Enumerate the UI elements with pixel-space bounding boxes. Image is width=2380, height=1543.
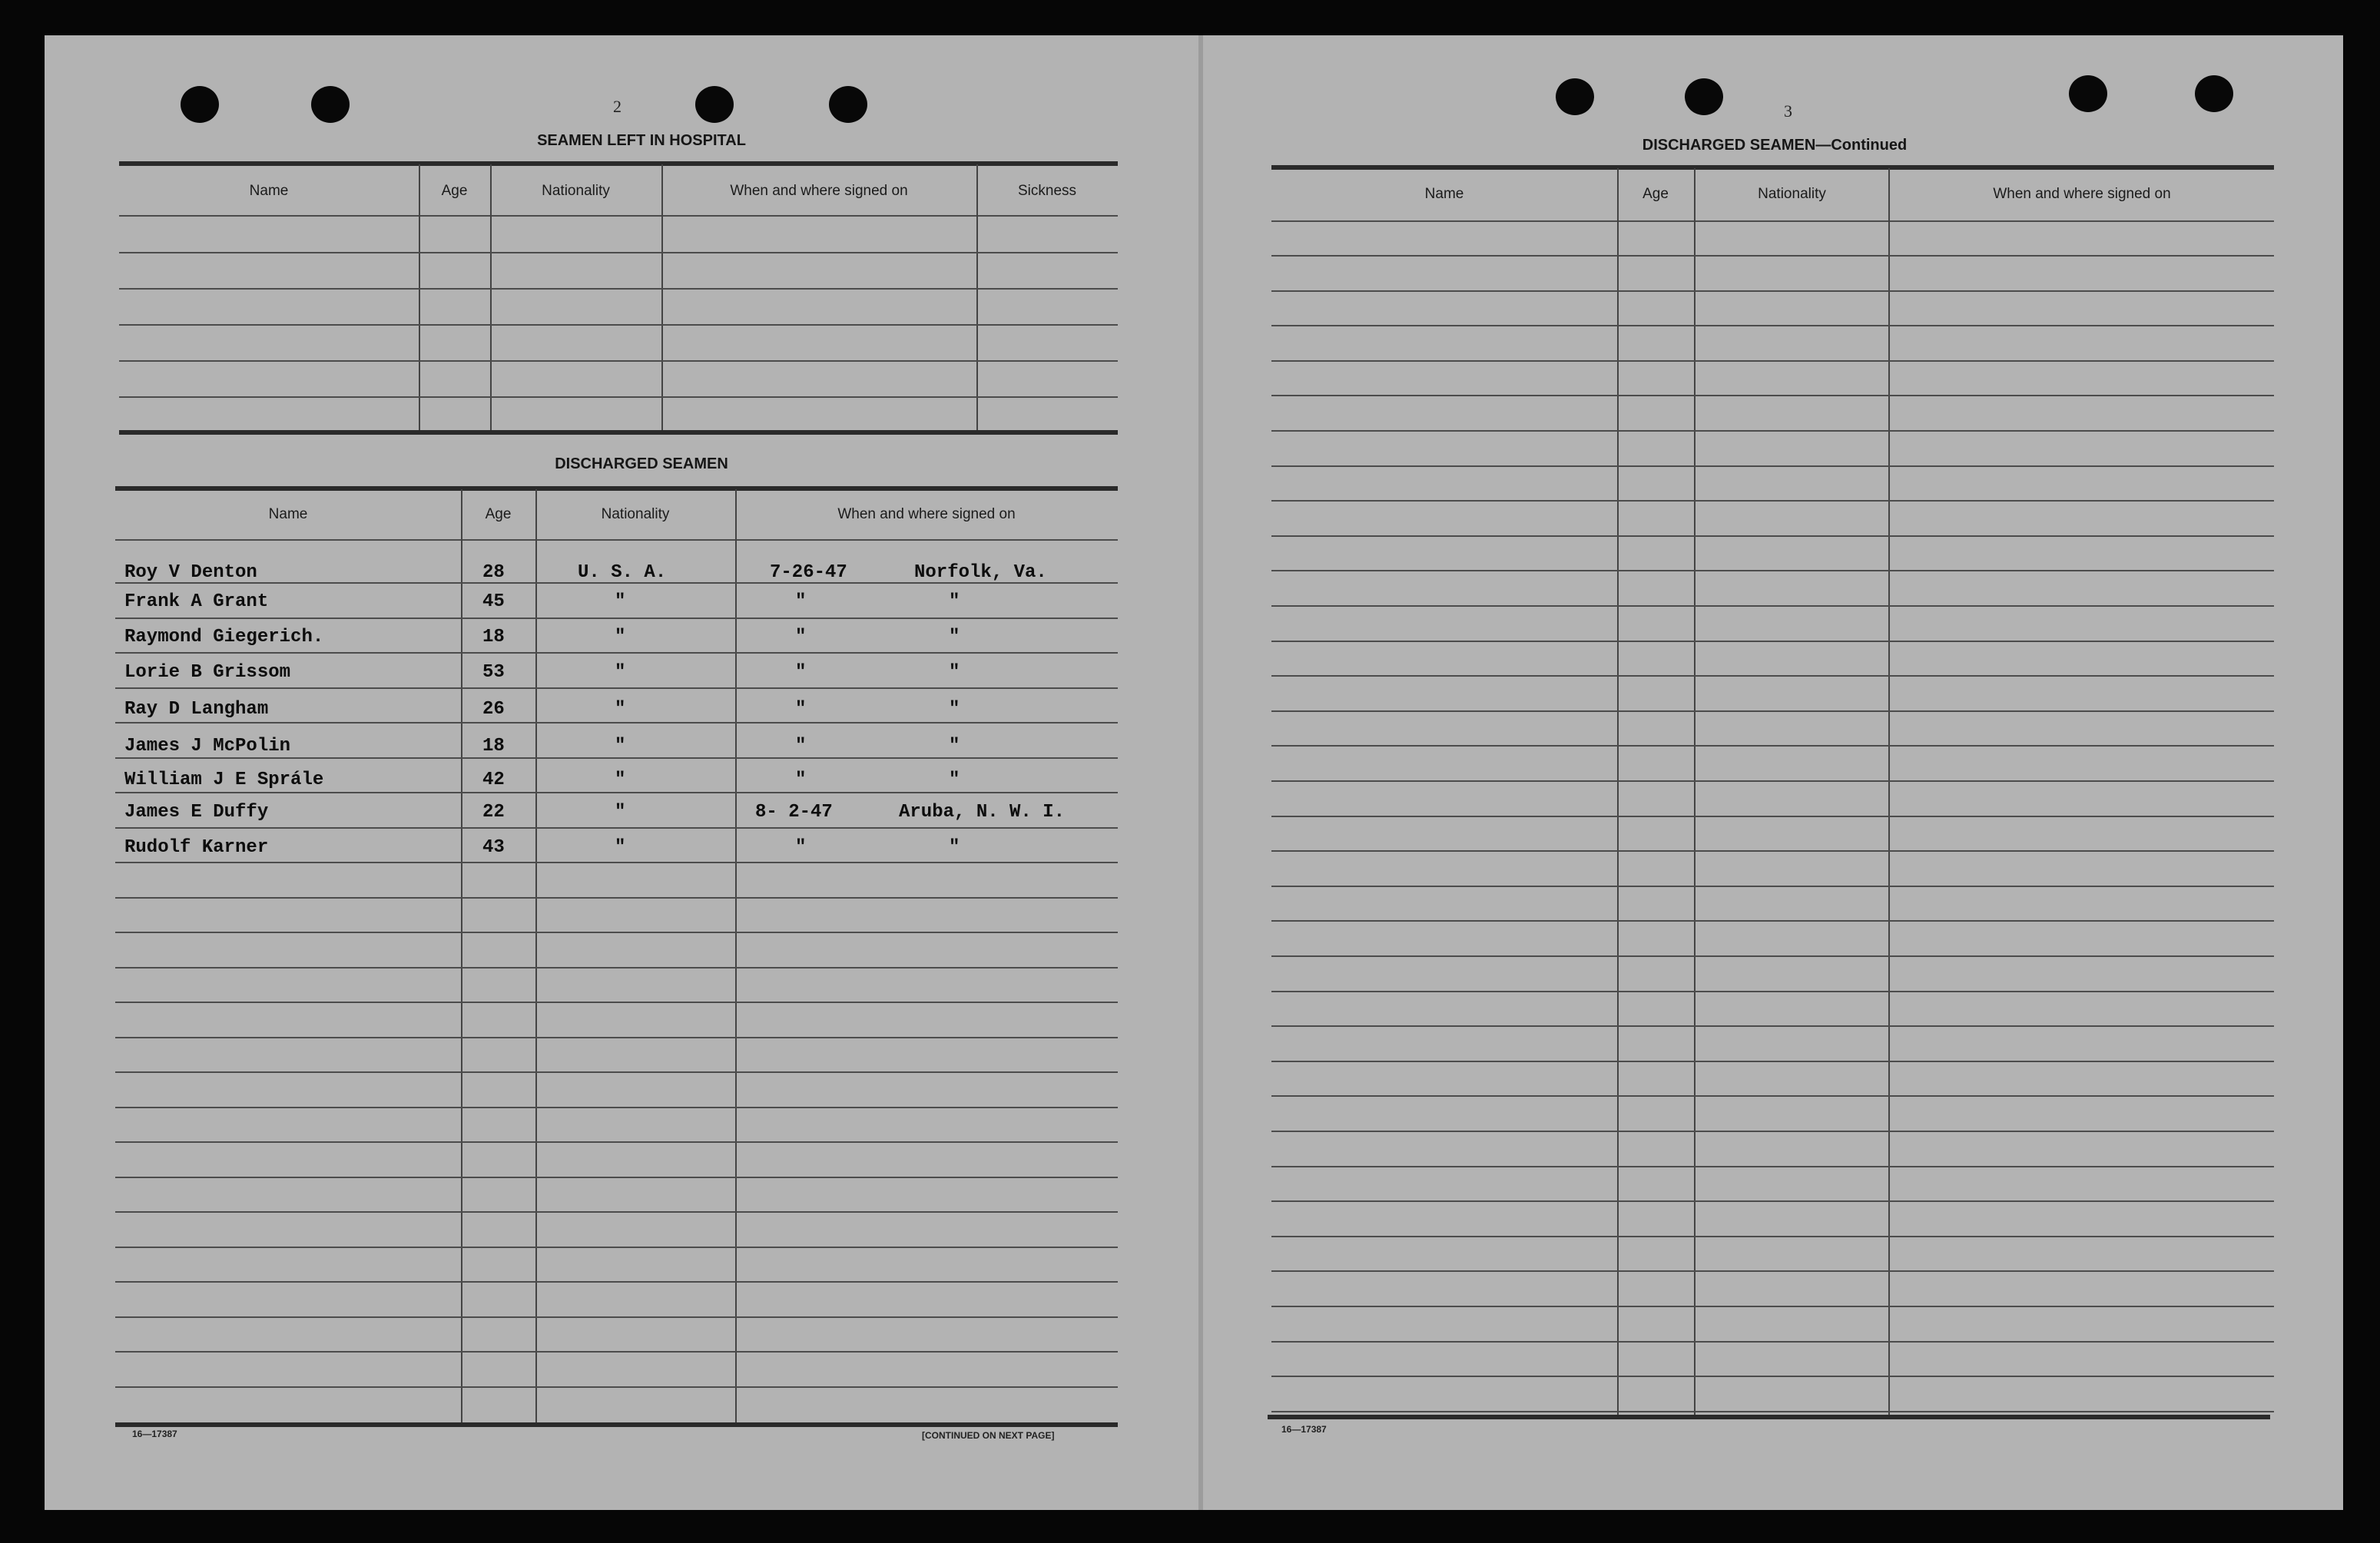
discharged-col-name: Name — [268, 506, 308, 522]
punch-hole — [2069, 75, 2107, 112]
signed-on-place: " — [949, 662, 960, 683]
signed-on-date: 7-26-47 — [770, 562, 847, 583]
row-rule — [1271, 395, 2274, 396]
signed-on-date: 8- 2-47 — [755, 802, 833, 823]
row-rule — [115, 722, 1118, 723]
continued-note: [CONTINUED ON NEXT PAGE] — [922, 1430, 1055, 1441]
row-rule — [115, 967, 1118, 969]
row-rule — [1271, 1411, 2274, 1412]
row-rule — [1271, 886, 2274, 887]
row-rule — [1271, 641, 2274, 642]
row-rule — [1271, 535, 2274, 537]
row-rule — [115, 827, 1118, 829]
right-section-title: DISCHARGED SEAMEN—Continued — [1642, 137, 1908, 154]
signed-on-date: " — [795, 770, 807, 790]
row-rule — [1271, 500, 2274, 502]
row-rule — [115, 932, 1118, 933]
row-rule — [1271, 1025, 2274, 1027]
row-rule — [115, 862, 1118, 863]
seaman-age: 22 — [482, 802, 505, 823]
row-rule — [1271, 1095, 2274, 1097]
seaman-name: Raymond Giegerich. — [124, 627, 324, 647]
discharged-section-title: DISCHARGED SEAMEN — [555, 455, 728, 472]
signed-on-place: " — [949, 699, 960, 720]
punch-hole — [181, 86, 219, 123]
seaman-nationality: " — [615, 699, 626, 720]
row-rule — [115, 1281, 1118, 1283]
signed-on-date: " — [795, 662, 807, 683]
punch-hole — [695, 86, 734, 123]
hospital-table-top-rule — [119, 161, 1118, 166]
document-paper — [45, 35, 2343, 1510]
left-page-number: 2 — [613, 97, 622, 116]
right-col-divider — [1694, 168, 1696, 1416]
row-rule — [1271, 1200, 2274, 1202]
seaman-nationality: " — [615, 591, 626, 612]
row-rule — [115, 1351, 1118, 1353]
hospital-col-name: Name — [249, 183, 289, 199]
right-col-signed-on: When and where signed on — [1993, 186, 2171, 202]
row-rule — [1271, 710, 2274, 712]
row-rule — [1271, 430, 2274, 432]
row-rule — [1271, 675, 2274, 677]
hospital-section-title: SEAMEN LEFT IN HOSPITAL — [537, 132, 746, 149]
right-col-nationality: Nationality — [1758, 186, 1826, 202]
seaman-nationality: " — [615, 770, 626, 790]
discharged-col-age: Age — [485, 506, 512, 522]
row-rule — [115, 1247, 1118, 1248]
row-rule — [115, 1141, 1118, 1143]
punch-hole — [1685, 78, 1723, 115]
signed-on-date: " — [795, 591, 807, 612]
seaman-age: 53 — [482, 662, 505, 683]
right-table-header-rule — [1271, 220, 2274, 222]
seaman-nationality: " — [615, 736, 626, 757]
row-rule — [115, 687, 1118, 689]
seaman-name: Roy V Denton — [124, 562, 257, 583]
seaman-age: 43 — [482, 837, 505, 858]
row-rule — [1271, 1061, 2274, 1062]
signed-on-date: " — [795, 736, 807, 757]
right-col-age: Age — [1642, 186, 1669, 202]
hospital-col-signed-on: When and where signed on — [730, 183, 908, 199]
row-rule — [1271, 1270, 2274, 1272]
row-rule — [115, 652, 1118, 654]
right-table-top-rule — [1271, 165, 2274, 170]
right-page-number: 3 — [1784, 101, 1792, 121]
seaman-name: Lorie B Grissom — [124, 662, 291, 683]
signed-on-place: " — [949, 837, 960, 858]
hospital-col-divider — [976, 164, 978, 433]
row-rule — [1271, 745, 2274, 747]
signed-on-place: " — [949, 736, 960, 757]
seaman-name: Ray D Langham — [124, 699, 269, 720]
row-rule — [1271, 290, 2274, 292]
right-col-divider — [1617, 168, 1619, 1416]
signed-on-place: " — [949, 591, 960, 612]
row-rule — [115, 792, 1118, 793]
hospital-col-divider — [661, 164, 663, 433]
punch-hole — [311, 86, 350, 123]
discharged-table-header-rule — [115, 539, 1118, 541]
discharged-table-top-rule — [115, 486, 1118, 491]
hospital-row-rule — [119, 396, 1118, 398]
hospital-table-header-rule — [119, 215, 1118, 217]
row-rule — [1271, 465, 2274, 467]
row-rule — [1271, 955, 2274, 957]
seaman-age: 28 — [482, 562, 505, 583]
signed-on-place: Aruba, N. W. I. — [899, 802, 1066, 823]
row-rule — [1271, 1236, 2274, 1237]
hospital-col-divider — [419, 164, 420, 433]
row-rule — [1271, 570, 2274, 571]
seaman-name: Rudolf Karner — [124, 837, 269, 858]
seaman-nationality: " — [615, 662, 626, 683]
discharged-table-bottom-rule — [115, 1422, 1118, 1427]
row-rule — [115, 1071, 1118, 1073]
row-rule — [115, 897, 1118, 899]
row-rule — [1271, 1306, 2274, 1307]
signed-on-place: Norfolk, Va. — [914, 562, 1047, 583]
hospital-row-rule — [119, 288, 1118, 290]
signed-on-place: " — [949, 770, 960, 790]
row-rule — [115, 1002, 1118, 1003]
hospital-row-rule — [119, 324, 1118, 326]
seaman-name: William J E Sprále — [124, 770, 324, 790]
page-fold — [1198, 35, 1203, 1510]
row-rule — [1271, 920, 2274, 922]
punch-hole — [1556, 78, 1594, 115]
seaman-age: 26 — [482, 699, 505, 720]
right-table-bottom-rule — [1268, 1415, 2270, 1419]
hospital-col-sickness: Sickness — [1017, 183, 1077, 199]
seaman-name: James E Duffy — [124, 802, 269, 823]
hospital-col-nationality: Nationality — [542, 183, 610, 199]
row-rule — [115, 1386, 1118, 1388]
seaman-age: 18 — [482, 736, 505, 757]
seaman-age: 42 — [482, 770, 505, 790]
hospital-col-age: Age — [441, 183, 468, 199]
row-rule — [1271, 1166, 2274, 1167]
right-form-number: 16—17387 — [1281, 1424, 1327, 1435]
right-col-divider — [1888, 168, 1890, 1416]
row-rule — [1271, 1131, 2274, 1132]
row-rule — [1271, 850, 2274, 852]
row-rule — [1271, 325, 2274, 326]
signed-on-place: " — [949, 627, 960, 647]
row-rule — [1271, 991, 2274, 992]
hospital-table-bottom-rule — [119, 430, 1118, 435]
row-rule — [115, 1211, 1118, 1213]
seaman-nationality: " — [615, 802, 626, 823]
row-rule — [1271, 1341, 2274, 1343]
row-rule — [115, 618, 1118, 619]
right-col-name: Name — [1424, 186, 1464, 202]
row-rule — [115, 1107, 1118, 1108]
discharged-col-nationality: Nationality — [601, 506, 670, 522]
signed-on-date: " — [795, 627, 807, 647]
seaman-name: Frank A Grant — [124, 591, 269, 612]
row-rule — [1271, 780, 2274, 782]
seaman-nationality: U. S. A. — [578, 562, 667, 583]
row-rule — [115, 757, 1118, 759]
seaman-nationality: " — [615, 837, 626, 858]
row-rule — [115, 1177, 1118, 1178]
discharged-col-signed-on: When and where signed on — [837, 506, 1016, 522]
hospital-row-rule — [119, 252, 1118, 253]
row-rule — [115, 1037, 1118, 1038]
seaman-name: James J McPolin — [124, 736, 291, 757]
seaman-nationality: " — [615, 627, 626, 647]
row-rule — [115, 1316, 1118, 1318]
seaman-age: 45 — [482, 591, 505, 612]
punch-hole — [829, 86, 867, 123]
seaman-age: 18 — [482, 627, 505, 647]
punch-hole — [2195, 75, 2233, 112]
row-rule — [1271, 605, 2274, 607]
left-form-number: 16—17387 — [132, 1429, 177, 1439]
hospital-row-rule — [119, 360, 1118, 362]
row-rule — [1271, 360, 2274, 362]
signed-on-date: " — [795, 837, 807, 858]
row-rule — [1271, 816, 2274, 817]
row-rule — [1271, 255, 2274, 257]
hospital-col-divider — [490, 164, 492, 433]
row-rule — [1271, 1376, 2274, 1377]
signed-on-date: " — [795, 699, 807, 720]
